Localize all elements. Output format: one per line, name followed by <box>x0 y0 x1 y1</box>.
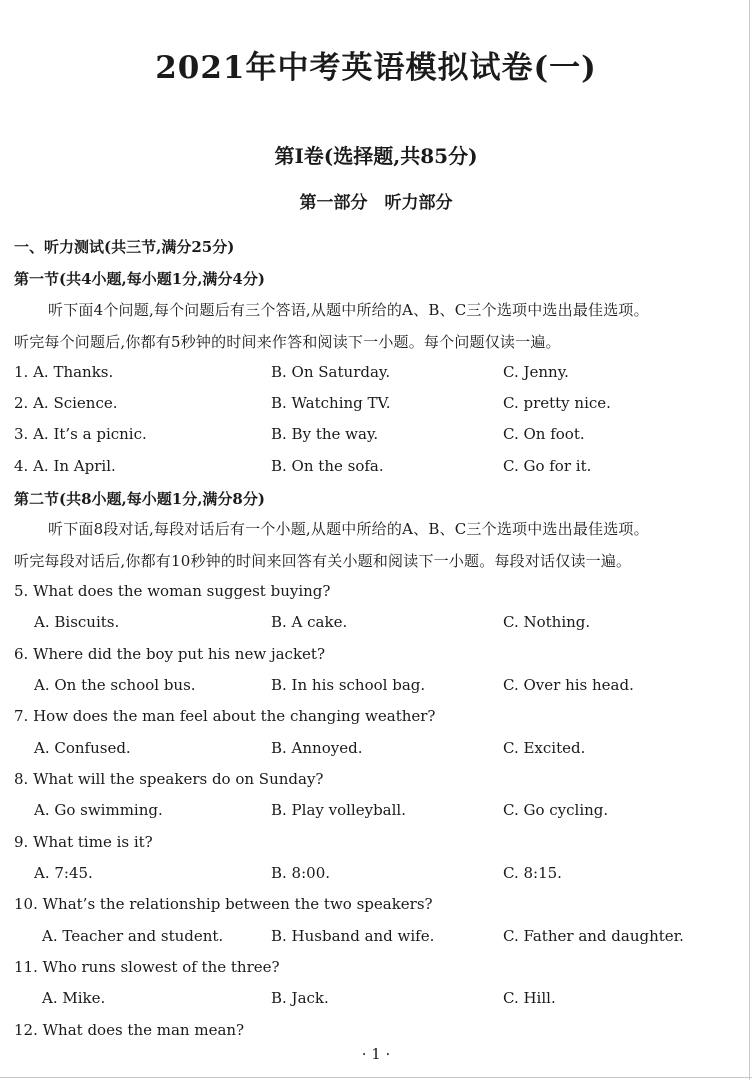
sub2-instruction-line1: 听下面8段对话,每段对话后有一个小题,从题中所给的A、B、C三个选项中选出最佳选项。 <box>48 520 649 538</box>
option-b: B. On the sofa. <box>271 457 384 475</box>
exam-title: 2021年中考英语模拟试卷(一) <box>155 50 597 86</box>
option-b: B. Husband and wife. <box>271 927 435 945</box>
option-c: C. pretty nice. <box>503 394 611 412</box>
option-b: B. By the way. <box>271 425 379 443</box>
question-text: 7. How does the man feel about the changing weather? <box>14 707 436 725</box>
option-a: 1. A. Thanks. <box>14 363 114 381</box>
question-text: 6. Where did the boy put his new jacket? <box>14 645 325 663</box>
option-b: B. Play volleyball. <box>271 801 406 819</box>
sub2-instruction-line2: 听完每段对话后,你都有10秒钟的时间来回答有关小题和阅读下一小题。每段对话仅读一遍。 <box>14 552 632 570</box>
option-b: B. In his school bag. <box>271 676 426 694</box>
question-text: 11. Who runs slowest of the three? <box>14 958 280 976</box>
option-c: C. Over his head. <box>503 676 634 694</box>
option-a: A. Biscuits. <box>34 613 120 631</box>
option-b: B. Watching TV. <box>271 394 391 412</box>
option-c: C. Jenny. <box>503 363 569 381</box>
sub1-header: 第一节(共4小题,每小题1分,满分4分) <box>14 270 265 288</box>
option-b: B. A cake. <box>271 613 348 631</box>
question-text: 9. What time is it? <box>14 833 153 851</box>
sub1-instruction-line2: 听完每个问题后,你都有5秒钟的时间来作答和阅读下一小题。每个问题仅读一遍。 <box>14 333 561 351</box>
option-a: A. Mike. <box>42 989 106 1007</box>
option-c: C. Hill. <box>503 989 556 1007</box>
question-text: 8. What will the speakers do on Sunday? <box>14 770 324 788</box>
question-text: 12. What does the man mean? <box>14 1021 245 1039</box>
option-a: A. Go swimming. <box>34 801 163 819</box>
option-b: B. 8:00. <box>271 864 331 882</box>
option-b: B. Jack. <box>271 989 329 1007</box>
option-c: C. Go for it. <box>503 457 592 475</box>
option-c: C. Father and daughter. <box>503 927 684 945</box>
option-a: A. Teacher and student. <box>42 927 224 945</box>
section-header: 一、听力测试(共三节,满分25分) <box>14 238 235 256</box>
option-c: C. On foot. <box>503 425 585 443</box>
option-c: C. Go cycling. <box>503 801 609 819</box>
option-c: C. 8:15. <box>503 864 562 882</box>
question-text: 10. What’s the relationship between the two speakers? <box>14 895 433 913</box>
option-a: A. 7:45. <box>34 864 93 882</box>
option-a: 3. A. It’s a picnic. <box>14 425 147 443</box>
volume-title: 第Ⅰ卷(选择题,共85分) <box>274 144 478 168</box>
option-c: C. Nothing. <box>503 613 591 631</box>
option-b: B. On Saturday. <box>271 363 391 381</box>
option-b: B. Annoyed. <box>271 739 363 757</box>
option-c: C. Excited. <box>503 739 586 757</box>
option-a: A. On the school bus. <box>34 676 196 694</box>
sub1-instruction-line1: 听下面4个问题,每个问题后有三个答语,从题中所给的A、B、C三个选项中选出最佳选项。 <box>48 301 649 319</box>
page-edge-bottom <box>0 1077 752 1078</box>
option-a: A. Confused. <box>34 739 131 757</box>
option-a: 4. A. In April. <box>14 457 116 475</box>
page-number: · 1 · <box>361 1045 391 1063</box>
sub2-header: 第二节(共8小题,每小题1分,满分8分) <box>14 490 265 508</box>
option-a: 2. A. Science. <box>14 394 118 412</box>
part-title: 第一部分 听力部分 <box>299 193 453 213</box>
question-text: 5. What does the woman suggest buying? <box>14 582 331 600</box>
